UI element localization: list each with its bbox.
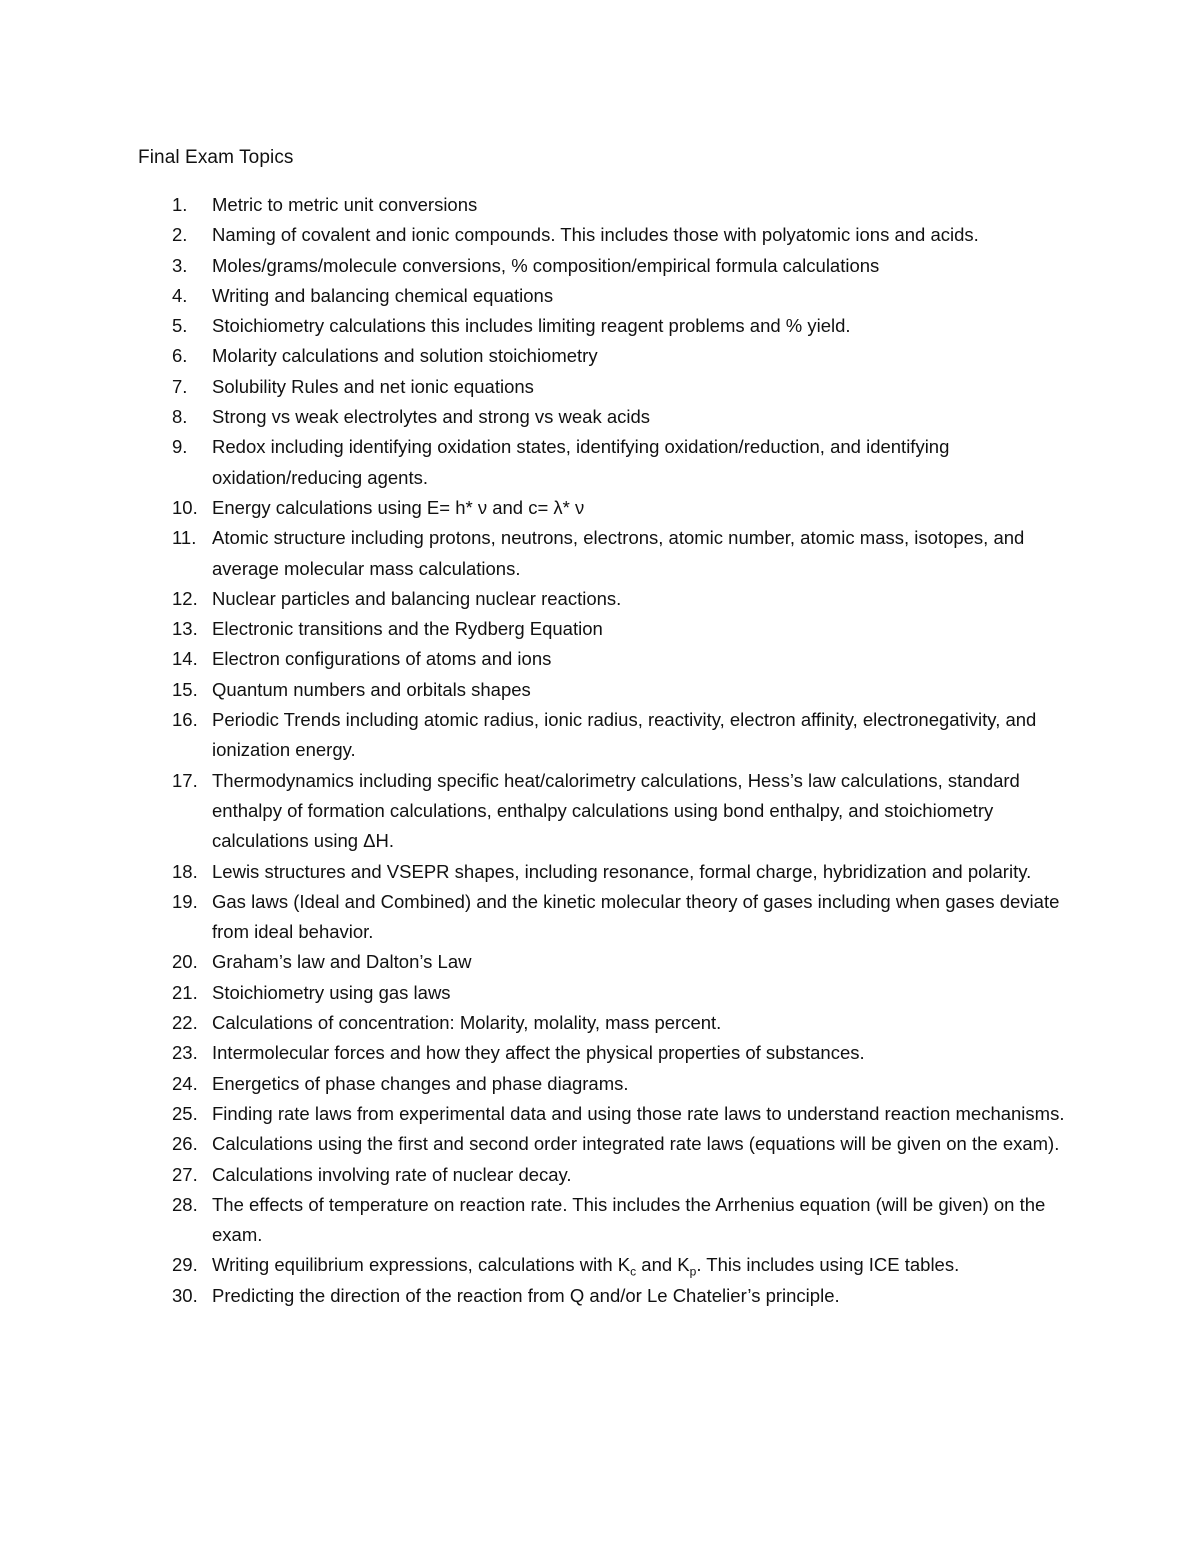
item-number: 20. xyxy=(172,951,198,973)
kp-subscript: p xyxy=(689,1265,697,1280)
item-number: 22. xyxy=(172,1012,198,1034)
item-text: Energy calculations using E= h* ν and c= λ* ν xyxy=(212,496,585,518)
item-text xyxy=(212,1250,1072,1280)
list-item xyxy=(0,1160,1200,1190)
item-text: Periodic Trends including atomic radius, ionic radius, reactivity, electron affinity, electronegativity, and ionization energy. xyxy=(212,709,1037,761)
item-text: Predicting the direction of the reaction from Q and/or Le Chatelier’s principle. xyxy=(212,1284,840,1306)
list-item xyxy=(0,1099,1200,1129)
kc-subscript: c xyxy=(630,1265,637,1280)
list-item xyxy=(0,644,1200,674)
item-number: 24. xyxy=(172,1072,198,1094)
item-text: Stoichiometry calculations this includes limiting reagent problems and % yield. xyxy=(212,315,851,337)
item-number: 23. xyxy=(172,1042,198,1064)
item-number: 12. xyxy=(172,587,198,609)
list-item xyxy=(0,432,1200,493)
list-item xyxy=(0,978,1200,1008)
list-item xyxy=(0,372,1200,402)
item-number: 7. xyxy=(172,375,188,397)
item-number: 17. xyxy=(172,769,198,791)
list-item xyxy=(0,311,1200,341)
item-text: Moles/grams/molecule conversions, % composition/empirical formula calculations xyxy=(212,254,880,276)
item-number: 28. xyxy=(172,1193,198,1215)
item-text: The effects of temperature on reaction rate. This includes the Arrhenius equation (will be given) on the exam. xyxy=(212,1193,1046,1246)
list-item xyxy=(0,1069,1200,1099)
item-number: 14. xyxy=(172,648,198,670)
item-text: Solubility Rules and net ionic equations xyxy=(212,375,534,397)
item-text: Energetics of phase changes and phase diagrams. xyxy=(212,1072,629,1094)
item-number: 1. xyxy=(172,194,188,215)
list-item xyxy=(0,1008,1200,1038)
list-item xyxy=(0,766,1200,857)
item-text: Intermolecular forces and how they affect the physical properties of substances. xyxy=(212,1042,865,1064)
item-text: Electronic transitions and the Rydberg Equation xyxy=(212,618,603,640)
item-text: Molarity calculations and solution stoichiometry xyxy=(212,345,598,367)
item-text: Stoichiometry using gas laws xyxy=(212,981,451,1003)
item-number: 8. xyxy=(172,406,188,428)
item-text: Calculations using the first and second order integrated rate laws (equations will be given on the exam). xyxy=(212,1133,1060,1155)
item-text: Electron configurations of atoms and ions xyxy=(212,648,552,670)
item-number: 18. xyxy=(172,860,198,882)
list-item xyxy=(0,281,1200,311)
item-text: Writing and balancing chemical equations xyxy=(212,284,554,306)
list-item xyxy=(0,584,1200,614)
item-number: 2. xyxy=(172,224,188,246)
item-number: 9. xyxy=(172,436,188,458)
item-text: Naming of covalent and ionic compounds. This includes those with polyatomic ions and acids. xyxy=(212,224,979,246)
item-number: 26. xyxy=(172,1133,198,1155)
item-number: 29. xyxy=(172,1254,198,1276)
item-text: Quantum numbers and orbitals shapes xyxy=(212,678,531,700)
list-item xyxy=(0,190,1200,220)
item-number: 21. xyxy=(172,981,198,1003)
item-text: Calculations involving rate of nuclear decay. xyxy=(212,1163,572,1185)
item-number: 10. xyxy=(172,496,198,518)
list-item xyxy=(0,1038,1200,1068)
item-text-part: . This includes using ICE tables. xyxy=(696,1254,960,1276)
list-item xyxy=(0,523,1200,584)
item-number: 30. xyxy=(172,1284,198,1306)
item-text: Finding rate laws from experimental data and using those rate laws to understand reaction mechanisms. xyxy=(212,1102,1065,1124)
item-text: Calculations of concentration: Molarity, molality, mass percent. xyxy=(212,1012,722,1034)
item-number: 15. xyxy=(172,678,198,700)
item-text: Lewis structures and VSEPR shapes, including resonance, formal charge, hybridization and polarity. xyxy=(212,860,1032,882)
list-item xyxy=(0,675,1200,705)
list-item xyxy=(0,251,1200,281)
list-item xyxy=(0,887,1200,948)
item-number: 6. xyxy=(172,345,188,367)
item-number: 4. xyxy=(172,284,188,306)
item-text: Nuclear particles and balancing nuclear reactions. xyxy=(212,587,622,609)
list-item xyxy=(0,493,1200,523)
list-item xyxy=(0,1190,1200,1251)
list-item xyxy=(0,1129,1200,1159)
item-number: 13. xyxy=(172,618,198,640)
item-text: Atomic structure including protons, neutrons, electrons, atomic number, atomic mass, isotopes, and average molecular mass calculations. xyxy=(212,527,1025,579)
item-number: 16. xyxy=(172,709,198,731)
list-item xyxy=(0,1281,1200,1311)
item-number: 3. xyxy=(172,254,188,276)
item-number: 5. xyxy=(172,315,188,337)
document-title: Final Exam Topics xyxy=(138,147,294,168)
item-text: Graham’s law and Dalton’s Law xyxy=(212,951,472,973)
list-item xyxy=(0,614,1200,644)
item-text-part: and K xyxy=(636,1254,690,1276)
item-number: 11. xyxy=(172,527,197,549)
item-number: 27. xyxy=(172,1163,198,1185)
item-text: Strong vs weak electrolytes and strong vs weak acids xyxy=(212,406,651,428)
list-item xyxy=(0,220,1200,250)
item-text: Metric to metric unit conversions xyxy=(212,194,478,215)
list-item xyxy=(0,1250,1200,1280)
item-text: Gas laws (Ideal and Combined) and the kinetic molecular theory of gases including when gases deviate from ideal behavior. xyxy=(212,890,1060,943)
topic-list xyxy=(0,190,1200,1311)
list-item xyxy=(0,705,1200,766)
item-number: 19. xyxy=(172,890,198,912)
list-item xyxy=(0,341,1200,371)
list-item xyxy=(0,947,1200,977)
item-number: 25. xyxy=(172,1102,198,1124)
item-text-part: Writing equilibrium expressions, calculations with K xyxy=(212,1254,631,1276)
list-item xyxy=(0,402,1200,432)
item-text: Thermodynamics including specific heat/calorimetry calculations, Hess’s law calculations, standard enthalpy of formation calculations, enthalpy calculations using bond enthalpy, and stoichiometry calculations using ΔH. xyxy=(212,769,1020,852)
list-item xyxy=(0,857,1200,887)
item-text: Redox including identifying oxidation states, identifying oxidation/reduction, and identifying oxidation/reducing agents. xyxy=(212,436,950,488)
